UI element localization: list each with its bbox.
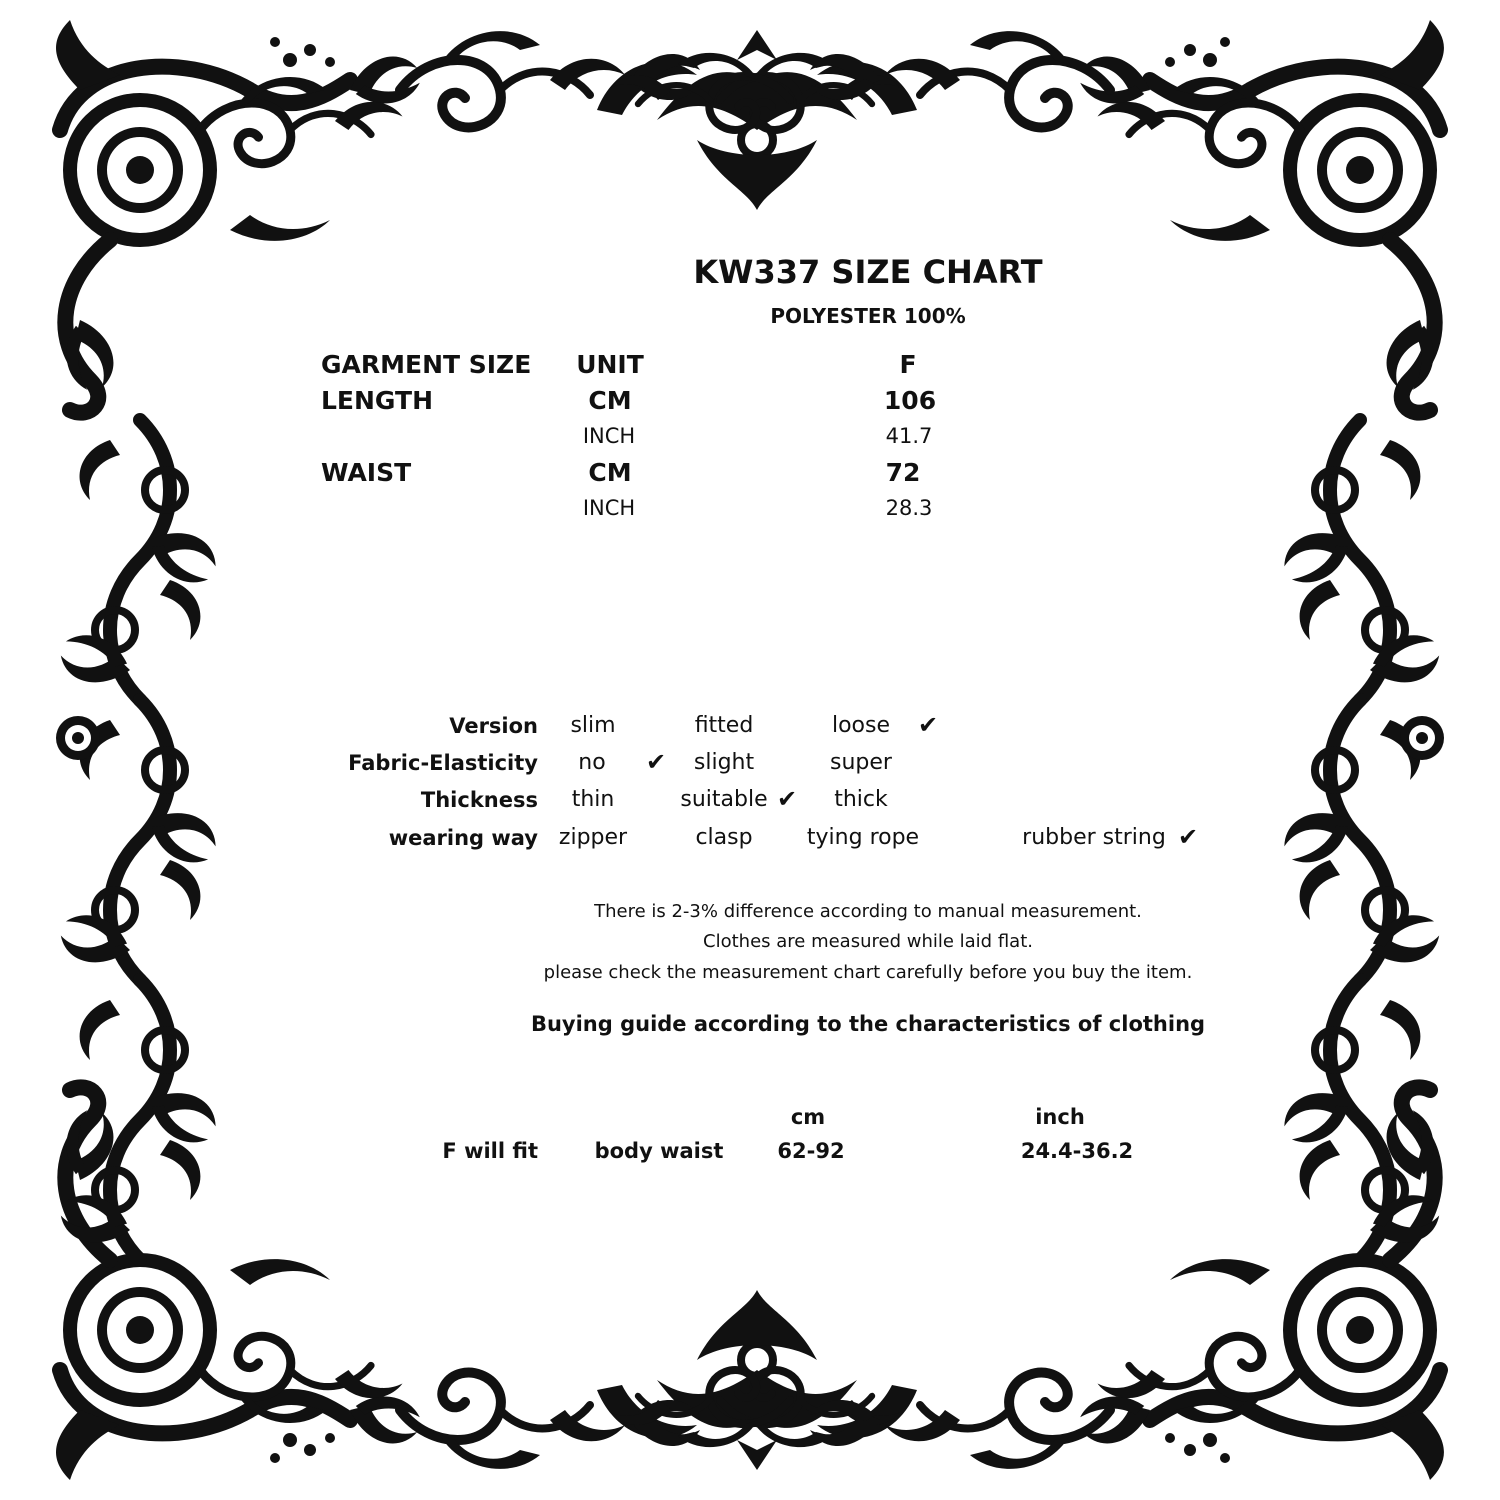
header-garment-size: GARMENT SIZE — [321, 350, 532, 379]
row-waist-cm: 72 — [885, 458, 921, 487]
row-waist-unit-inch: INCH — [582, 496, 636, 520]
note-line: Clothes are measured while laid flat. — [703, 931, 1033, 952]
header-unit: UNIT — [576, 350, 644, 379]
page-title: KW337 SIZE CHART — [693, 253, 1043, 291]
buying-guide-heading: Buying guide according to the characteristics of clothing — [530, 1012, 1206, 1036]
char-wearing-label: wearing way — [388, 826, 538, 850]
row-waist-label: WAIST — [321, 458, 412, 487]
fit-header-inch: inch — [1035, 1105, 1085, 1129]
char-thickness-opt-suitable: suitable — [680, 787, 768, 812]
char-elasticity-opt-slight: slight — [693, 750, 755, 775]
char-elasticity-opt-super: super — [830, 750, 892, 775]
note-line: There is 2-3% difference according to manual measurement. — [594, 901, 1142, 922]
char-version-opt-fitted: fitted — [694, 713, 754, 738]
char-thickness-label: Thickness — [420, 788, 538, 812]
fit-body-part: body waist — [594, 1139, 724, 1163]
char-thickness-opt-thin: thin — [571, 787, 615, 812]
char-version-opt-slim: slim — [570, 713, 616, 738]
row-length-inch: 41.7 — [885, 424, 933, 448]
char-thickness-opt-thick: thick — [834, 787, 888, 812]
row-length-label: LENGTH — [321, 386, 433, 415]
fit-header-cm: cm — [790, 1105, 826, 1129]
char-elasticity-opt-no: no — [578, 750, 606, 775]
row-waist-unit-cm: CM — [588, 458, 632, 487]
header-size-f: F — [899, 350, 917, 379]
row-length-cm: 106 — [883, 386, 937, 415]
checkmark-icon: ✔ — [1177, 823, 1199, 851]
fit-inch-range: 24.4-36.2 — [1020, 1139, 1134, 1163]
fit-cm-range: 62-92 — [777, 1139, 845, 1163]
row-length-unit-inch: INCH — [582, 424, 636, 448]
char-version-opt-loose: loose — [831, 713, 891, 738]
char-elasticity-label: Fabric-Elasticity — [348, 751, 538, 775]
note-line: please check the measurement chart carefully before you buy the item. — [543, 962, 1193, 983]
fit-size-label: F will fit — [442, 1139, 538, 1163]
char-wearing-opt-tying-rope: tying rope — [806, 825, 920, 850]
checkmark-icon: ✔ — [645, 748, 667, 776]
material-label: POLYESTER 100% — [770, 304, 966, 328]
row-waist-inch: 28.3 — [885, 496, 933, 520]
row-length-unit-cm: CM — [588, 386, 632, 415]
char-wearing-opt-clasp: clasp — [695, 825, 753, 850]
char-wearing-opt-rubber-string: rubber string — [1022, 825, 1166, 850]
checkmark-icon: ✔ — [917, 711, 939, 739]
checkmark-icon: ✔ — [776, 785, 798, 813]
char-version-label: Version — [449, 714, 538, 738]
char-wearing-opt-zipper: zipper — [558, 825, 628, 850]
